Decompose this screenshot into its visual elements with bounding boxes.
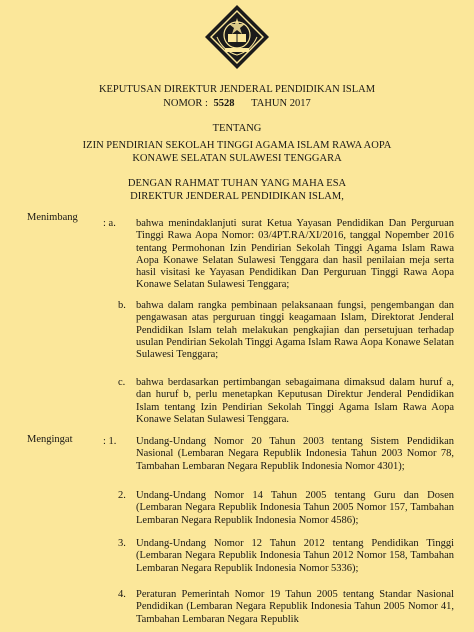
nomor-value: 5528 xyxy=(213,98,235,109)
menimbang-marker-c: c. xyxy=(118,377,126,388)
subject-line-2: KONAWE SELATAN SULAWESI TENGGARA xyxy=(132,153,342,164)
mengingat-item-4-text: Peraturan Pemerintah Nomor 19 Tahun 2005 tentang Standar Nasional Pendidikan (Lembaran Negara Republik Indonesia Tahun 2005 Nomor 41, Tambahan Lembaran Negara Republik xyxy=(136,589,454,625)
menimbang-marker-a: : a. xyxy=(103,218,116,229)
mengingat-item-4 xyxy=(136,589,454,626)
mengingat-item-2-text: Undang-Undang Nomor 14 Tahun 2005 tentang Guru dan Dosen (Lembaran Negara Republik Indonesia Tahun 2005 Nomor 157, Tambahan Lembaran Negara Republik Indonesia Nomor 4586); xyxy=(136,490,454,526)
menimbang-item-a xyxy=(136,218,454,292)
mengingat-item-2 xyxy=(136,490,454,527)
tahun-text: TAHUN 2017 xyxy=(251,98,311,109)
mengingat-item-1-text: Undang-Undang Nomor 20 Tahun 2003 tentang Sistem Pendidikan Nasional (Lembaran Negara Republik Indonesia Tahun 2003 Nomor 78, Tambahan Lembaran Negara Republik Indonesia Nomor 4301); xyxy=(136,436,454,472)
menimbang-marker-b: b. xyxy=(118,300,126,311)
mengingat-marker-4: 4. xyxy=(118,589,126,600)
ministry-of-religious-affairs-emblem-icon xyxy=(203,3,271,71)
decree-number-line xyxy=(0,98,474,110)
direktur-line: DIREKTUR JENDERAL PENDIDIKAN ISLAM, xyxy=(130,191,344,202)
rahmat-line: DENGAN RAHMAT TUHAN YANG MAHA ESA xyxy=(127,178,347,189)
menimbang-item-b-text: bahwa dalam rangka pembinaan pelaksanaan fungsi, pengembangan dan pengawasan atas perguruan tinggi keagamaan Islam, Direktorat Jenderal Pendidikan Islam telah melakukan pengkajian dan persetujuan terhadap usulan Pendirian Sekolah Tinggi Agama Islam Rawa Aopa Konawe Selatan Sulawesi Tenggara; xyxy=(136,300,454,361)
mengingat-marker-3: 3. xyxy=(118,538,126,549)
subject-line-1: IZIN PENDIRIAN SEKOLAH TINGGI AGAMA ISLAM RAWA AOPA xyxy=(82,140,392,151)
mengingat-item-3-text: Undang-Undang Nomor 12 Tahun 2012 tentang Pendidikan Tinggi (Lembaran Negara Republik Indonesia Tahun 2012 Nomor 158, Tambahan Lembaran Negara Republik Indonesia Nomor 5336); xyxy=(136,538,454,574)
decree-title: KEPUTUSAN DIREKTUR JENDERAL PENDIDIKAN ISLAM xyxy=(98,84,376,95)
menimbang-item-c xyxy=(136,377,454,426)
tentang-heading: TENTANG xyxy=(212,123,262,134)
menimbang-item-b xyxy=(136,300,454,361)
mengingat-item-1 xyxy=(136,436,454,473)
mengingat-marker-1: : 1. xyxy=(103,436,117,447)
mengingat-label: Mengingat xyxy=(27,434,73,445)
menimbang-item-c-text: bahwa berdasarkan pertimbangan sebagaimana dimaksud dalam huruf a, dan huruf b, perlu menetapkan Keputusan Direktur Jenderal Pendidikan Islam tentang Izin Pendirian Sekolah Tinggi Agama Islam Rawa Aopa Konawe Selatan Sulawesi Tenggara. xyxy=(136,377,454,425)
nomor-label: NOMOR : xyxy=(163,98,208,109)
menimbang-label: Menimbang xyxy=(27,212,78,223)
mengingat-item-3 xyxy=(136,538,454,575)
mengingat-marker-2: 2. xyxy=(118,490,126,501)
menimbang-item-a-text: bahwa menindaklanjuti surat Ketua Yayasan Pendidikan Dan Perguruan Tinggi Rawa Aopa Nomor: 03/4PT.RA/XI/2016, tanggal Nopember 2016 tentang Permohonan Izin Pendirian Sekolah Tinggi Agama Islam Rawa Aopa Konawe Selatan Sulawesi Tenggara dan hasil penilaian meja serta hasil visitasi ke Yayasan Pendidikan Dan Perguruan Tinggi Rawa Aopa Konawe Selatan Sulawesi Tenggara; xyxy=(136,218,454,291)
